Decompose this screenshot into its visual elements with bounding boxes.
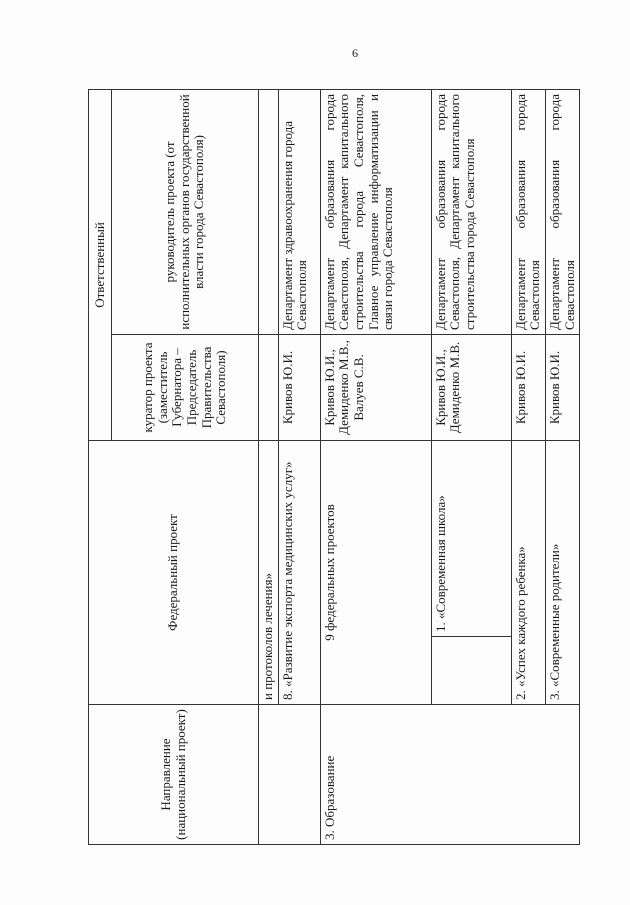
cell-direction: 3. Образование [320,705,580,845]
cell-head: Департамент образования города Севастополя [546,89,580,334]
header-direction: Направление (национальный проект) [89,705,259,845]
table-row [259,89,279,844]
cell-curator: Кривов Ю.И. [278,334,320,440]
cell-curator: Кривов Ю.И. [511,334,545,440]
header-federal-project: Федеральный проект [89,440,259,704]
cell-direction [259,705,321,845]
cell-head: Департамент образования города Севастополя, Департамент капитального строительства города Севастополя [431,89,511,334]
cell-curator: Кривов Ю.И. [546,334,580,440]
projects-table [88,89,580,845]
cell-curator: Кривов Ю.И., Демиденко М.В., Валуев С.В. [320,334,431,440]
page-number: 6 [352,46,358,60]
cell-head: Департамент образования города Севастополя, Департамент капитального строительства города Севастополя, Главное управление информатизации и связи города Севастополя [320,89,431,334]
cell-project-gap [431,637,511,705]
header-curator: куратор проекта (заместитель Губернатора – Председатель Правительства Севастополя) [112,334,259,440]
cell-project: 9 федеральных проектов [320,440,431,704]
cell-project: 1. «Современная школа» [431,440,511,636]
cell-project: 3. «Современные родители» [546,440,580,704]
cell-head [259,89,279,334]
rotated-table-container [88,90,577,845]
cell-head: Департамент здравоохранения города Севастополя [278,89,320,334]
header-responsible: Ответственный [89,89,112,440]
cell-project: и протоколов лечения» [259,440,279,704]
cell-curator: Кривов Ю.И., Демиденко М.В. [431,334,511,440]
table-row [320,89,431,844]
header-head: руководитель проекта (от исполнительных органов государственной власти города Севастополя) [112,89,259,334]
cell-project: 2. «Успех каждого ребенка» [511,440,545,704]
cell-curator [259,334,279,440]
header-row-1 [89,89,112,844]
cell-head: Департамент образования города Севастополя [511,89,545,334]
cell-project: 8. «Развитие экспорта медицинских услуг» [278,440,320,704]
